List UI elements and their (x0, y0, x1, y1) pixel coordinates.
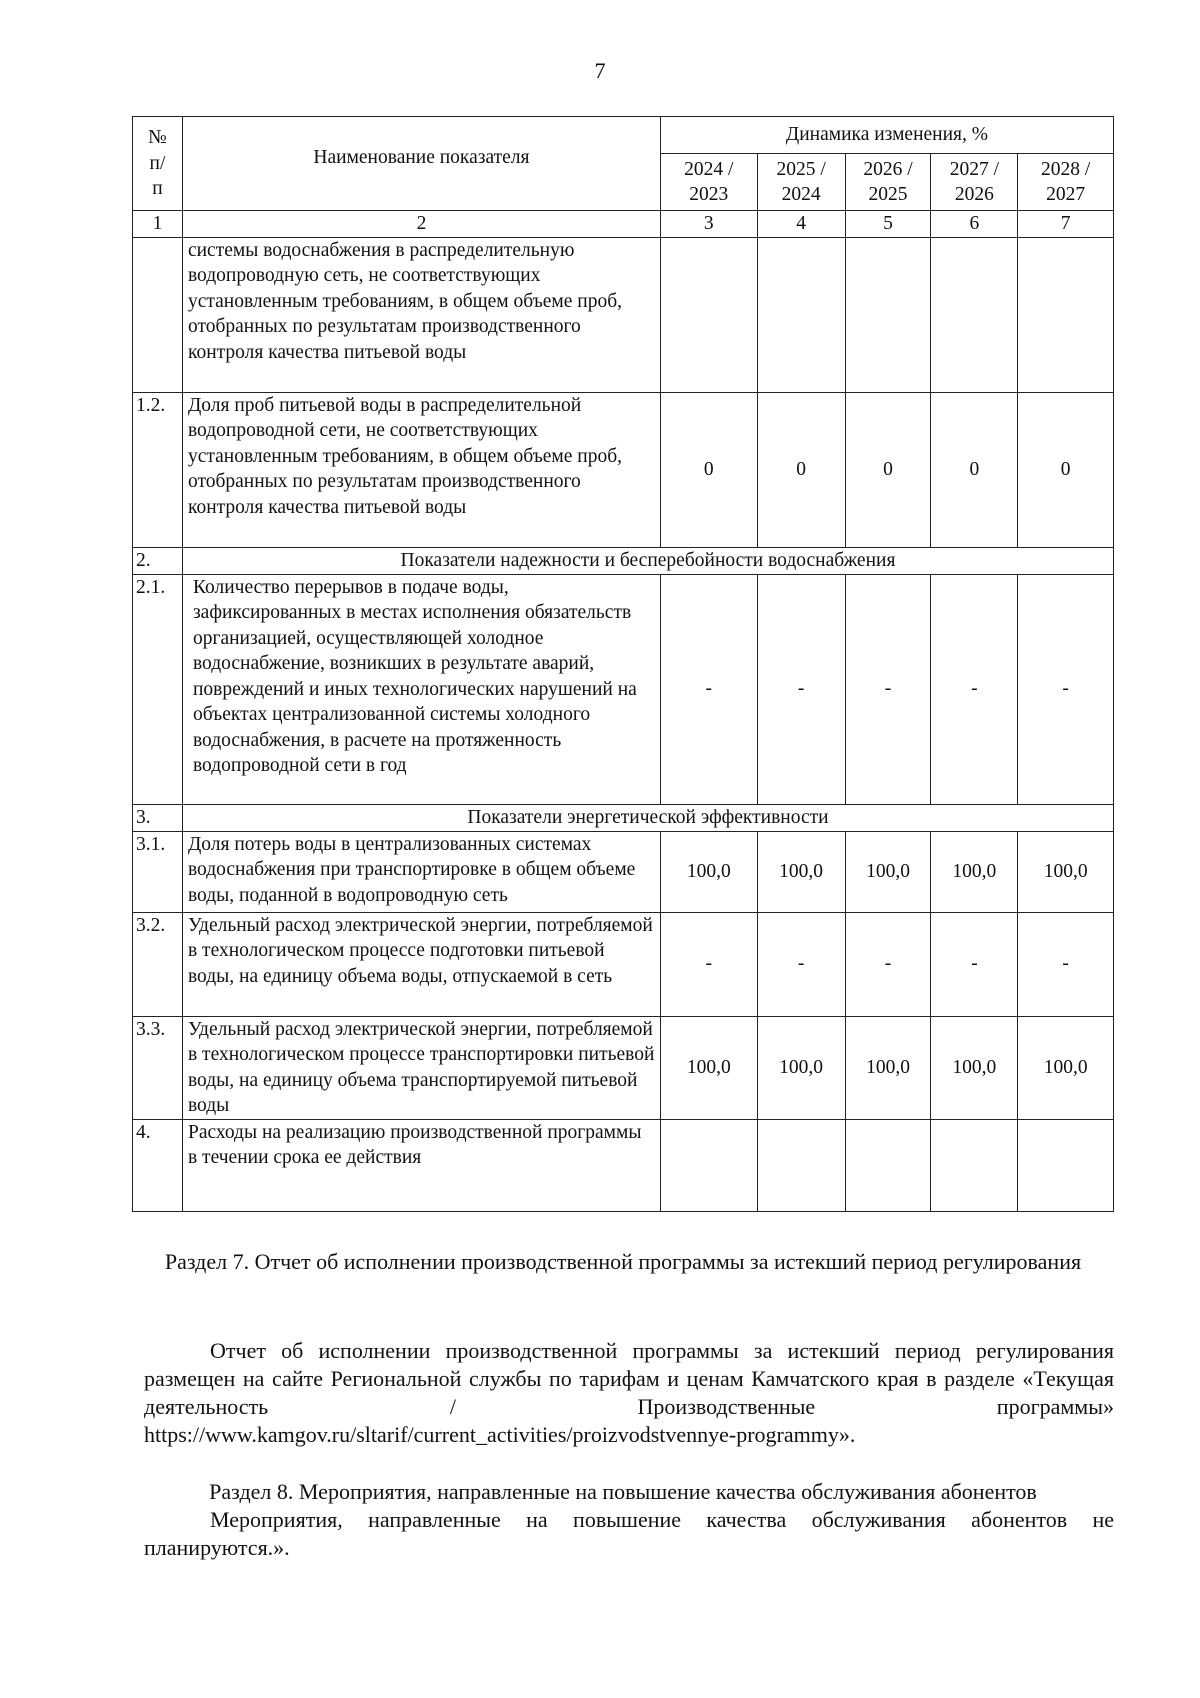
table-row (133, 1119, 1114, 1211)
col-number: 4 (757, 211, 845, 238)
col-number: 3 (660, 211, 757, 238)
row-value: - (931, 574, 1018, 804)
row-value: 100,0 (931, 831, 1018, 912)
row-value: 100,0 (931, 1016, 1018, 1119)
section7-text: Отчет об исполнении производственной программы за истекший период регулирования размещен на сайте Региональной службы по тарифам и ценам Камчатского края в разделе «Текущая деятельность / Производственные программы» (144, 1338, 1114, 1419)
row-value: 100,0 (660, 1016, 757, 1119)
header-no: № п/п (133, 117, 183, 211)
table-row (133, 1016, 1114, 1119)
indicators-table (132, 116, 1114, 1212)
row-value (931, 237, 1018, 392)
row-value: 100,0 (757, 1016, 845, 1119)
row-number: 3.2. (133, 912, 183, 1016)
table-row (133, 237, 1114, 392)
row-value: - (660, 912, 757, 1016)
col-number: 2 (182, 211, 660, 238)
row-name: системы водоснабжения в распределительную водопроводную сеть, не соответствующих установленным требованиям, в общем объеме проб, отобранных по результатам производственного контроля качества питьевой воды (182, 237, 660, 392)
row-value: 0 (660, 392, 757, 547)
row-name: Удельный расход электрической энергии, потребляемой в технологическом процессе транспортировки питьевой воды, на единицу объема транспортируемой питьевой воды (182, 1016, 660, 1119)
section-row (133, 547, 1114, 574)
row-value: 100,0 (845, 831, 931, 912)
row-number: 3.3. (133, 1016, 183, 1119)
row-number: 3.1. (133, 831, 183, 912)
row-name: Доля потерь воды в централизованных системах водоснабжения при транспортировке в общем объеме воды, поданной в водопроводную сеть (182, 831, 660, 912)
section8-text-block (144, 1506, 1114, 1562)
col-number: 7 (1018, 211, 1114, 238)
row-value: - (931, 912, 1018, 1016)
header-year: 2025 / 2024 (757, 154, 845, 211)
page-number: 7 (594, 58, 606, 83)
section-row (133, 804, 1114, 831)
header-name: Наименование показателя (182, 117, 660, 211)
header-year: 2026 / 2025 (845, 154, 931, 211)
section7-title: Раздел 7. Отчет об исполнении производственной программы за истекший период регулирования (164, 1249, 1082, 1274)
row-value: 100,0 (660, 831, 757, 912)
section-title: Показатели энергетической эффективности (182, 804, 1113, 831)
row-value (1018, 1119, 1114, 1211)
row-name: Расходы на реализацию производственной программы в течении срока ее действия (182, 1119, 660, 1211)
row-number: 2.1. (133, 574, 183, 804)
row-value (660, 237, 757, 392)
col-number: 1 (133, 211, 183, 238)
header-year: 2024 / 2023 (660, 154, 757, 211)
row-value (757, 237, 845, 392)
section8-title: Раздел 8. Мероприятия, направленные на повышение качества обслуживания абонентов (209, 1479, 1037, 1504)
row-value: - (845, 912, 931, 1016)
row-number: 3. (133, 804, 183, 831)
table-row (133, 912, 1114, 1016)
row-value: - (1018, 574, 1114, 804)
row-number: 1.2. (133, 392, 183, 547)
row-number: 4. (133, 1119, 183, 1211)
row-value (931, 1119, 1018, 1211)
section8-text: Мероприятия, направленные на повышение качества обслуживания абонентов не планируются.». (144, 1507, 1114, 1560)
row-value: - (1018, 912, 1114, 1016)
col-number: 5 (845, 211, 931, 238)
row-value: - (660, 574, 757, 804)
row-value: 0 (757, 392, 845, 547)
row-number: 2. (133, 547, 183, 574)
row-value: 0 (931, 392, 1018, 547)
row-name: Количество перерывов в подаче воды, зафиксированных в местах исполнения обязательств организацией, осуществляющей холодное водоснабжение, возникших в результате аварий, повреждений и иных технологических нарушений на объектах централизованной системы холодного водоснабжения, в расчете на протяженность водопроводной сети в год (182, 574, 660, 804)
row-value: 100,0 (1018, 831, 1114, 912)
table-row (133, 392, 1114, 547)
row-value: 0 (845, 392, 931, 547)
header-year: 2027 / 2026 (931, 154, 1018, 211)
row-value (757, 1119, 845, 1211)
row-value: 100,0 (757, 831, 845, 912)
row-value (660, 1119, 757, 1211)
header-year: 2028 / 2027 (1018, 154, 1114, 211)
row-value (845, 237, 931, 392)
section7-url: https://www.kamgov.ru/sltarif/current_activities/proizvodstvennye-programmy». (144, 1422, 856, 1447)
row-name: Доля проб питьевой воды в распределительной водопроводной сети, не соответствующих установленным требованиям, в общем объеме проб, отобранных по результатам производственного контроля качества питьевой воды (182, 392, 660, 547)
header-dynamics: Динамика изменения, % (660, 117, 1113, 154)
row-value: 100,0 (845, 1016, 931, 1119)
row-value: 100,0 (1018, 1016, 1114, 1119)
row-value: 0 (1018, 392, 1114, 547)
row-name: Удельный расход электрической энергии, потребляемой в технологическом процессе подготовки питьевой воды, на единицу объема воды, отпускаемой в сеть (182, 912, 660, 1016)
row-value (1018, 237, 1114, 392)
row-number (133, 237, 183, 392)
table-row (133, 574, 1114, 804)
row-value: - (757, 912, 845, 1016)
row-value: - (845, 574, 931, 804)
section7-text-block (144, 1337, 1114, 1449)
col-number: 6 (931, 211, 1018, 238)
table-row (133, 831, 1114, 912)
section-title: Показатели надежности и бесперебойности водоснабжения (182, 547, 1113, 574)
row-value: - (757, 574, 845, 804)
row-value (845, 1119, 931, 1211)
